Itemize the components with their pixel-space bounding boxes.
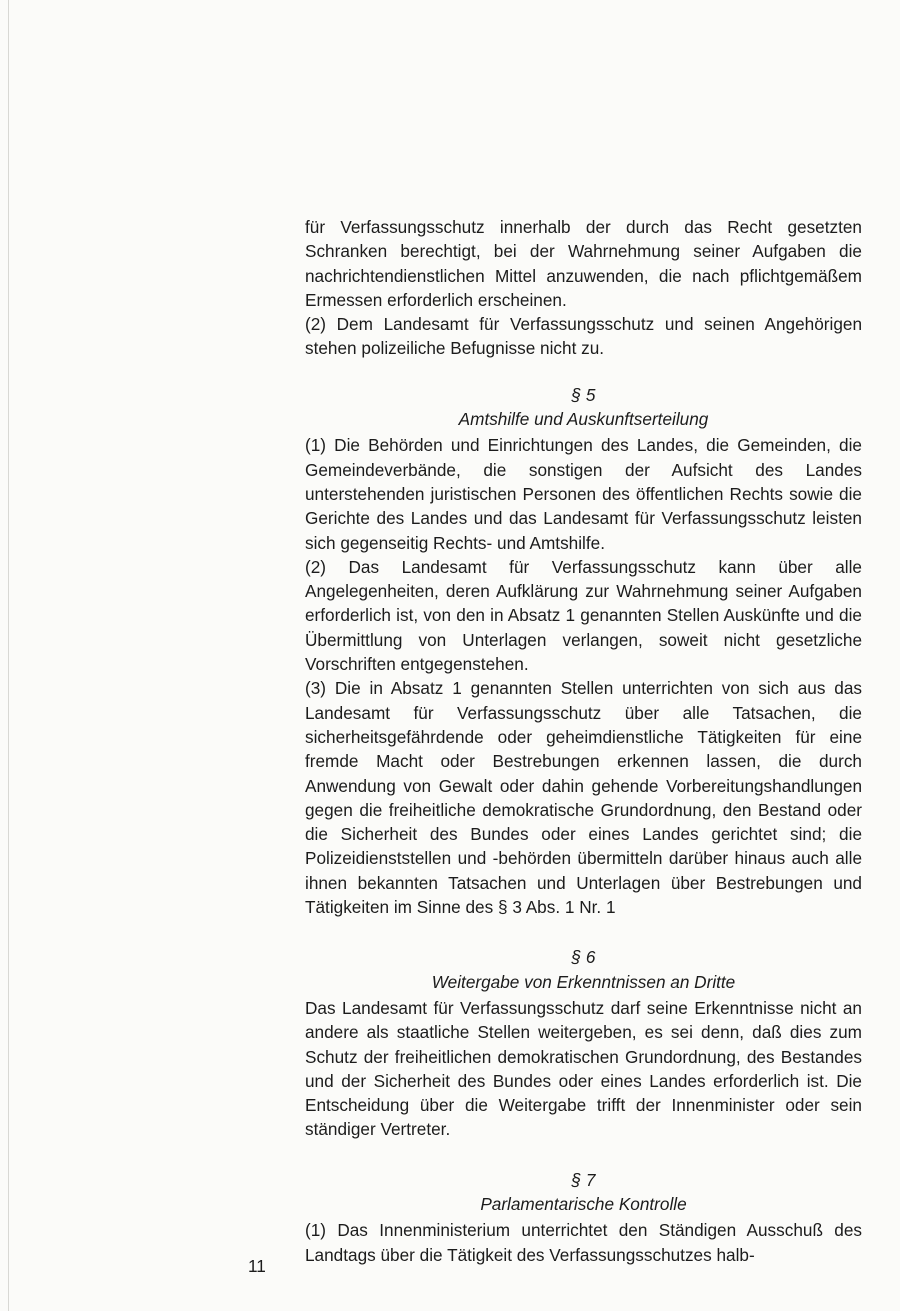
section-6-title: Weitergabe von Erkenntnissen an Dritte: [431, 971, 736, 992]
section-7-paragraph-1: (1) Das Innenministerium unterrichtet den Ständigen Ausschuß des Landtags über die Tätigkeit des Verfassungsschutzes halb-: [305, 1220, 862, 1265]
section-7-title: Parlamentarische Kontrolle: [480, 1193, 687, 1214]
section-5-title: Amtshilfe und Auskunftserteilung: [458, 409, 709, 430]
page-edge: [8, 0, 9, 1311]
intro-paragraph-2: (2) Dem Landesamt für Verfassungsschutz und seinen Angehörigen stehen polizeiliche Befugnisse nicht zu.: [305, 314, 862, 359]
intro-paragraph-1: für Verfassungsschutz innerhalb der durch das Recht gesetzten Schranken berechtigt, bei der Wahrnehmung seiner Aufgaben die nachrichtendienstlichen Mittel anzuwenden, die nach pflichtgemäßem Ermessen erforderlich erscheinen.: [305, 217, 862, 310]
section-5-number: § 5: [571, 384, 596, 405]
document-body: [305, 215, 862, 1267]
section-5-paragraph-2: (2) Das Landesamt für Verfassungsschutz kann über alle Angelegenheiten, deren Aufklärung zur Wahrnehmung seiner Aufgaben erforderlich ist, von den in Absatz 1 genannten Stellen Auskünfte und die Übermittlung von Unterlagen verlangen, soweit nicht gesetzliche Vorschriften entgegenstehen.: [305, 556, 862, 675]
page-number: 11: [248, 1256, 266, 1276]
section-5-paragraph-1: (1) Die Behörden und Einrichtungen des Landes, die Gemeinden, die Gemeindeverbände, die sonstigen der Aufsicht des Landes unterstehenden juristischen Personen des öffentlichen Rechts sowie die Gerichte des Landes und das Landesamt für Verfassungsschutz leisten sich gegenseitig Rechts- und Amtshilfe.: [305, 435, 862, 553]
section-7-number: § 7: [571, 1169, 596, 1190]
section-6-paragraph-1: Das Landesamt für Verfassungsschutz darf seine Erkenntnisse nicht an andere als staatliche Stellen weitergeben, es sei denn, daß dies zum Schutz der freiheitlichen demokratischen Grundordnung, des Bestandes und der Sicherheit des Bundes oder eines Landes erforderlich ist. Die Entscheidung über die Weitergabe trifft der Innenminister oder sein ständiger Vertreter.: [305, 997, 862, 1140]
section-5-paragraph-3: (3) Die in Absatz 1 genannten Stellen unterrichten von sich aus das Landesamt für Verfassungsschutz über alle Tatsachen, die sicherheitsgefährdende oder geheimdienstliche Tätigkeiten für eine fremde Macht oder Bestrebungen erkennen lassen, die durch Anwendung von Gewalt oder dahin gehende Vorbereitungshandlungen gegen die freiheitliche demokratische Grundordnung, den Bestand oder die Sicherheit des Bundes oder eines Landes gerichtet sind; die Polizeidienststellen und -behörden übermitteln darüber hinaus auch alle ihnen bekannten Tatsachen und Unterlagen über Bestrebungen und Tätigkeiten im Sinne des § 3 Abs. 1 Nr. 1: [305, 678, 862, 918]
section-6-number: § 6: [571, 947, 596, 968]
